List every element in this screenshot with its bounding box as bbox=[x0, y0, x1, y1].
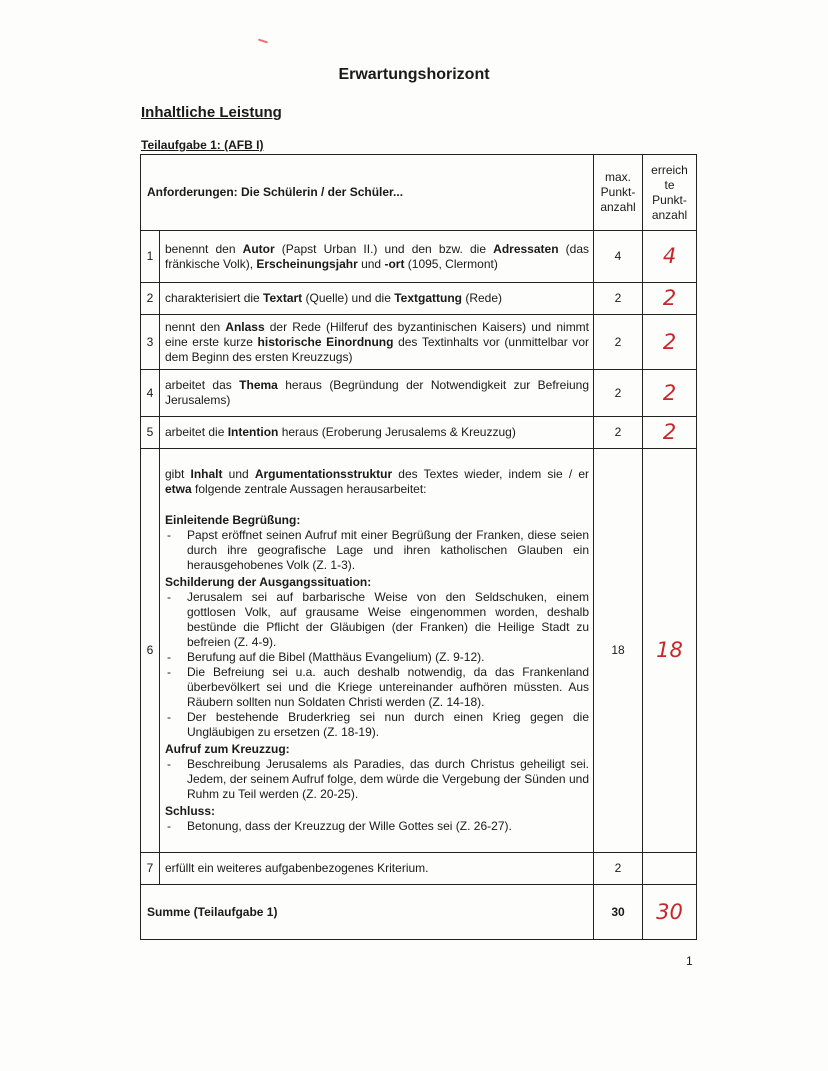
row-achieved-points: 2 bbox=[643, 370, 697, 417]
row-max-points: 2 bbox=[594, 315, 643, 370]
row-number: 5 bbox=[141, 417, 160, 449]
header-achieved-line: Punkt- bbox=[652, 192, 687, 207]
table-row bbox=[141, 231, 697, 283]
header-achieved-line: anzahl bbox=[651, 207, 688, 222]
subsection-heading: Aufruf zum Kreuzzug: bbox=[165, 742, 290, 756]
red-pen-mark bbox=[258, 39, 268, 44]
row-number: 7 bbox=[141, 853, 160, 885]
table-row bbox=[141, 417, 697, 449]
list-item: - Beschreibung Jerusalems als Paradies, das durch Christus geheiligt sei. Jedem, der seinem Aufruf folge, dem würde die Vergebung der Sünden und Ruhm zu Teil werden (Z. 20-25). bbox=[165, 757, 589, 802]
header-requirements: Anforderungen: Die Schülerin / der Schüler... bbox=[141, 155, 594, 231]
row-achieved-points: 2 bbox=[643, 315, 697, 370]
table-row bbox=[141, 853, 697, 885]
list-item: - Jerusalem sei auf barbarische Weise von den Seldschuken, einem gottlosen Volk, auf grausame Weise eingenommen worden, deshalb bestünde die Pflicht der Gläubigen (der Franken) die Heilige Stadt zu befreien (Z. 4-9). bbox=[165, 590, 589, 650]
row-text: erfüllt ein weiteres aufgabenbezogenes Kriterium. bbox=[160, 853, 594, 885]
row-achieved-points bbox=[643, 853, 697, 885]
row-achieved-points: 2 bbox=[643, 417, 697, 449]
table-header-row bbox=[141, 155, 697, 231]
header-achieved-points bbox=[643, 155, 697, 231]
row-text bbox=[160, 449, 594, 853]
row-achieved-points: 18 bbox=[643, 449, 697, 853]
sum-row bbox=[141, 885, 697, 940]
bullet-list bbox=[165, 819, 589, 834]
table-row bbox=[141, 315, 697, 370]
bullet-list bbox=[165, 590, 589, 740]
list-item: - Betonung, dass der Kreuzzug der Wille Gottes sei (Z. 26-27). bbox=[165, 819, 589, 834]
header-max-points bbox=[594, 155, 643, 231]
table-row bbox=[141, 283, 697, 315]
row-text: nennt den Anlass der Rede (Hilferuf des byzantinischen Kaisers) und nimmt eine erste kurze historische Einordnung des Textinhalts vor (unmittelbar vor dem Beginn des ersten Kreuzzugs) bbox=[160, 315, 594, 370]
row-text: charakterisiert die Textart (Quelle) und die Textgattung (Rede) bbox=[160, 283, 594, 315]
row-max-points: 2 bbox=[594, 417, 643, 449]
row-number: 2 bbox=[141, 283, 160, 315]
subsection-heading: Schluss: bbox=[165, 804, 216, 818]
bullet-list bbox=[165, 528, 589, 573]
sum-label: Summe (Teilaufgabe 1) bbox=[141, 885, 594, 940]
table-row bbox=[141, 449, 697, 853]
header-achieved-line: te bbox=[664, 177, 675, 192]
list-item: - Die Befreiung sei u.a. auch deshalb notwendig, da das Frankenland überbevölkert sei und die Kriege untereinander aufhören müssten. Aus Räubern sollten nun Soldaten Christi werden (Z. 14-18). bbox=[165, 665, 589, 710]
page-number: 1 bbox=[686, 954, 693, 968]
row-number: 6 bbox=[141, 449, 160, 853]
page-title: Erwartungshorizont bbox=[338, 66, 490, 83]
row-text: arbeitet die Intention heraus (Eroberung Jerusalems & Kreuzzug) bbox=[160, 417, 594, 449]
row-max-points: 2 bbox=[594, 853, 643, 885]
row-intro: gibt Inhalt und Argumentationsstruktur des Textes wieder, indem sie / er etwa folgende zentrale Aussagen herausarbeitet: bbox=[165, 467, 590, 496]
bullet-list bbox=[165, 757, 589, 802]
list-item: - Berufung auf die Bibel (Matthäus Evangelium) (Z. 9-12). bbox=[165, 650, 589, 665]
row-max-points: 2 bbox=[594, 370, 643, 417]
row-max-points: 4 bbox=[594, 231, 643, 283]
row-achieved-points: 4 bbox=[643, 231, 697, 283]
sum-max-points: 30 bbox=[594, 885, 643, 940]
section-title: Inhaltliche Leistung bbox=[141, 104, 282, 121]
header-max-line: Punkt- bbox=[600, 185, 636, 199]
list-item: - Der bestehende Bruderkrieg sei nun durch einen Krieg gegen die Ungläubigen zu ersetzen (Z. 18-19). bbox=[165, 710, 589, 740]
row-number: 4 bbox=[141, 370, 160, 417]
row-text: arbeitet das Thema heraus (Begründung der Notwendigkeit zur Befreiung Jerusalems) bbox=[160, 370, 594, 417]
row-number: 1 bbox=[141, 231, 160, 283]
header-achieved-line: erreich bbox=[651, 162, 688, 177]
header-max-line: anzahl bbox=[600, 200, 636, 214]
row-max-points: 18 bbox=[594, 449, 643, 853]
subtask-title: Teilaufgabe 1: (AFB I) bbox=[141, 138, 264, 152]
row-max-points: 2 bbox=[594, 283, 643, 315]
list-item: - Papst eröffnet seinen Aufruf mit einer Begrüßung der Franken, diese seien durch ihre geografische Lage und ihren katholischen Glauben ein herausgehobenes Volk (Z. 1-3). bbox=[165, 528, 589, 573]
row-achieved-points: 2 bbox=[643, 283, 697, 315]
subsection-heading: Schilderung der Ausgangssituation: bbox=[165, 575, 372, 589]
row-text: benennt den Autor (Papst Urban II.) und den bzw. die Adressaten (das fränkische Volk), Erscheinungsjahr und -ort (1095, Clermont) bbox=[160, 231, 594, 283]
row-number: 3 bbox=[141, 315, 160, 370]
grading-table bbox=[140, 154, 697, 940]
subsection-heading: Einleitende Begrüßung: bbox=[165, 513, 301, 527]
header-max-line: max. bbox=[605, 170, 632, 184]
sum-achieved-points: 30 bbox=[643, 885, 697, 940]
table-row bbox=[141, 370, 697, 417]
